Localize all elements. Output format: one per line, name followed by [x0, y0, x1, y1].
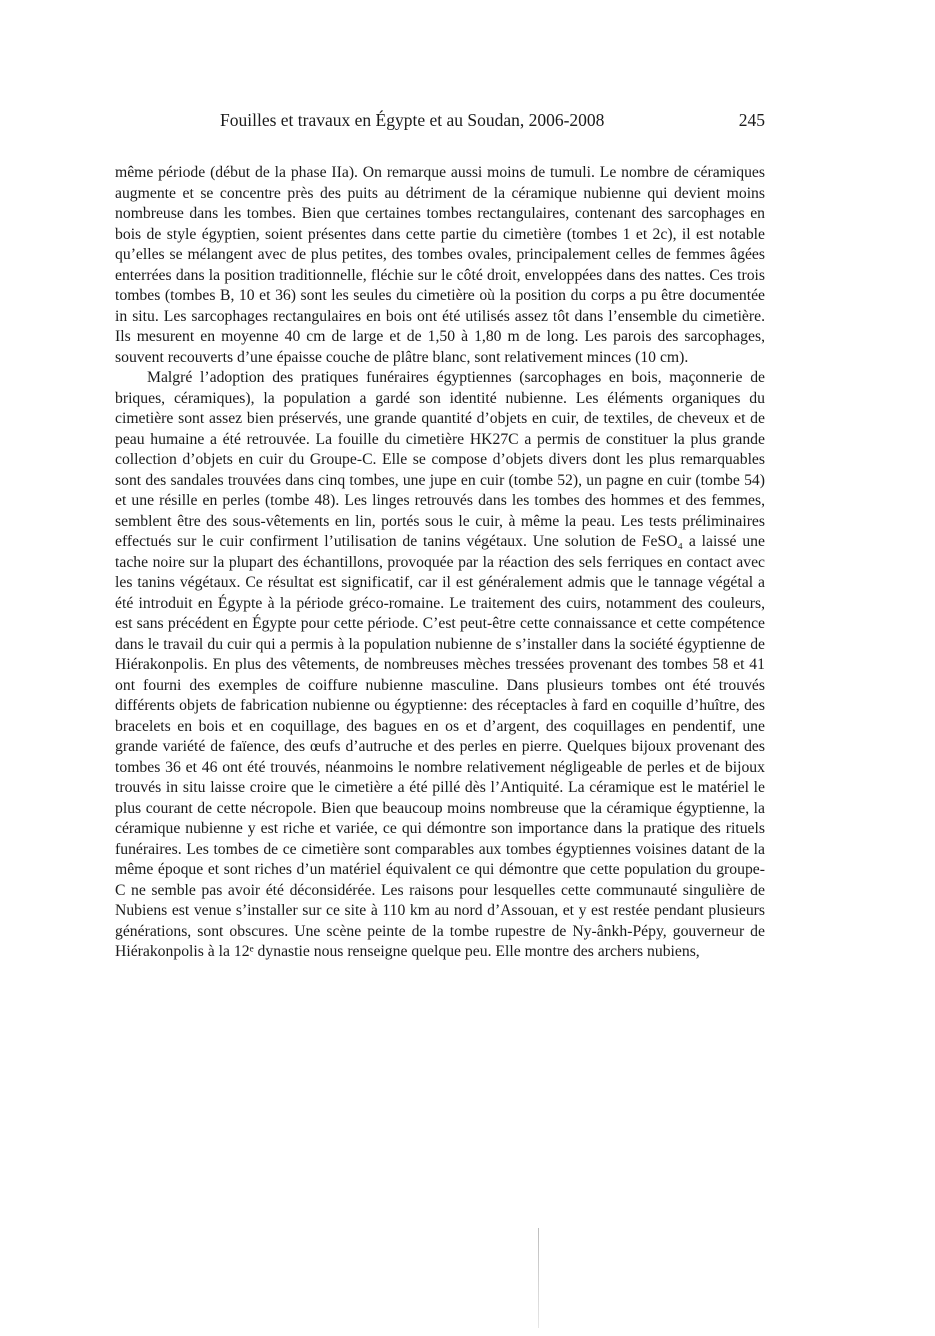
paragraph-1: même période (début de la phase IIa). On remarque aussi moins de tumuli. Le nombre de céramiques augmente et se concentre près des puits au détriment de la céramique nubienne qui devient moins nombreuse dans les tombes. Bien que certaines tombes rectangulaires, contenant des sarcophages en bois de style égyptien, soient présentes dans cette partie du cimetière (tombes 1 et 2c), il est notable qu’elles se mélangent avec de plus petites, des tombes ovales, principalement celles de femmes âgées enterrées dans la position traditionnelle, fléchie sur le côté droit, enveloppées dans des nattes. Ces trois tombes (tombes B, 10 et 36) sont les seules du cimetière où la position du corps a pu être documentée in situ. Les sarcophages rectangulaires en bois ont été utilisés assez tôt dans l’ensemble du cimetière. Ils mesurent en moyenne 40 cm de large et de 1,50 à 1,80 m de long. Les parois des sarcophages, souvent recouverts d’une épaisse couche de plâtre blanc, sont relativement minces (10 cm).: [115, 164, 765, 366]
scan-artifact-line: [538, 1228, 539, 1328]
running-title: Fouilles et travaux en Égypte et au Soudan, 2006-2008: [220, 110, 605, 130]
running-header: [115, 110, 765, 136]
page-number: 245: [738, 110, 765, 130]
paragraph-2: Malgré l’adoption des pratiques funéraires égyptiennes (sarcophages en bois, maçonnerie de briques, céramiques), la population a gardé son identité nubienne. Les éléments organiques du cimetière sont assez bien préservés, une grande quantité d’objets en cuir, de textiles, de cheveux et de peau humaine a été retrouvée. La fouille du cimetière HK27C a permis de constituer la plus grande collection d’objets en cuir du Groupe-C. Elle se compose d’objets divers dont les plus remarquables sont des sandales trouvées dans cinq tombes, une jupe en cuir (tombe 52), un pagne en cuir (tombe 54) et une résille en perles (tombe 48). Les linges retrouvés dans les tombes des hommes et des femmes, semblent être des sous-vêtements en lin, portés sous le cuir, à même la peau. Les tests préliminaires effectués sur le cuir confirment l’utilisation de tanins végétaux. Une solution de FeSO₄ a laissé une tache noire sur la plupart des échantillons, provoquée par la réaction des sels ferriques en contact avec les tanins végétaux. Ce résultat est significatif, car il est généralement admis que le tannage végétal a été introduit en Égypte à la période gréco-romaine. Le traitement des cuirs, notamment des couleurs, est sans précédent en Égypte pour cette période. C’est peut-être cette connaissance et cette compétence dans le travail du cuir qui a permis à la population nubienne de s’installer dans la société égyptienne de Hiérakonpolis. En plus des vêtements, de nombreuses mèches tressées provenant des tombes 58 et 41 ont fourni des exemples de coiffure nubienne masculine. Dans plusieurs tombes ont été trouvés différents objets de fabrication nubienne ou égyptienne: des réceptacles à fard en coquille d’huître, des bracelets en bois et en coquillage, des bagues en os et d’argent, des coquillages en pendentif, une grande variété de faïence, des œufs d’autruche et des perles en pierre. Quelques bijoux provenant des tombes 36 et 46 ont été trouvés, néanmoins le nombre relativement négligeable de perles et de bijoux trouvés in situ laisse croire que le cimetière a été pillé dès l’Antiquité. La céramique est le matériel le plus courant de cette nécropole. Bien que beaucoup moins nombreuse que la céramique égyptienne, la céramique nubienne y est riche et variée, ce qui démontre son importance dans la pratique des rituels funéraires. Les tombes de ce cimetière sont comparables aux tombes égyptiennes voisines datant de la même époque et sont riches d’un matériel équivalent ce qui démontre que cette population du groupe-C ne semble pas avoir été déconsidérée. Les raisons pour lesquelles cette communauté singulière de Nubiens est venue s’installer sur ce site à 110 km au nord d’Assouan, et y est restée pendant plusieurs générations, sont obscures. Une scène peinte de la tombe rupestre de Ny-ânkh-Pépy, gouverneur de Hiérakonpolis à la 12ᵉ dynastie nous renseigne quelque peu. Elle montre des archers nubiens,: [115, 369, 765, 960]
body-text: [115, 163, 765, 963]
